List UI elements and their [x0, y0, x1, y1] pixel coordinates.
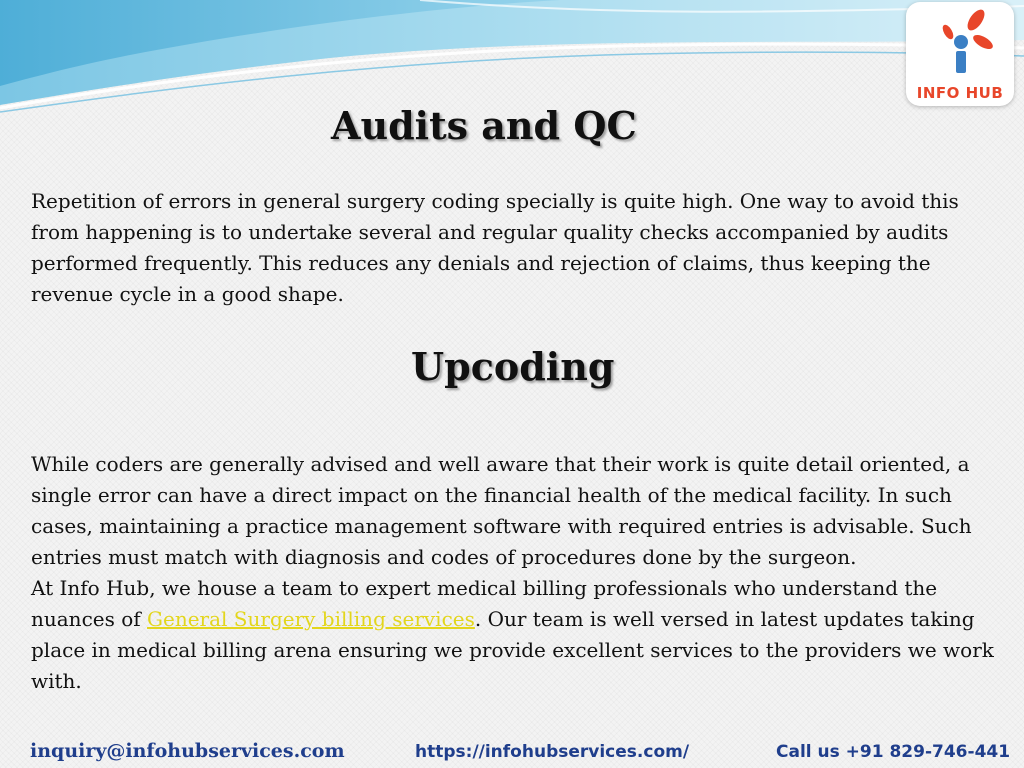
logo-mark-icon [906, 2, 1014, 82]
general-surgery-billing-link[interactable]: General Surgery billing services [147, 607, 475, 631]
footer-email[interactable]: inquiry@infohubservices.com [30, 740, 345, 762]
section-title-audits: Audits and QC [331, 103, 637, 148]
footer-website[interactable]: https://infohubservices.com/ [415, 742, 690, 762]
upcoding-paragraph-1: While coders are generally advised and well aware that their work is quite detail oriented, a single error can have a direct impact on the financial health of the medical facility. In such cases, maintaining a practice management software with required entries is advisable. Such entries must match with diagnosis and codes of procedures done by the surgeon. [31, 452, 972, 569]
upcoding-paragraph-2-start: At Info Hub, we house a team to expert medical billing professionals who understand the nuances of [31, 576, 938, 631]
logo-text: INFO HUB [916, 84, 1004, 102]
info-hub-logo [906, 2, 1014, 106]
upcoding-paragraph-2-end: . Our team is well versed in latest updates taking place in medical billing arena ensuring we provide excellent services to the providers we work with. [31, 607, 994, 693]
upcoding-body [31, 449, 1006, 697]
footer-phone: Call us +91 829-746-441 [776, 742, 1011, 762]
audits-paragraph: Repetition of errors in general surgery coding specially is quite high. One way to avoid this from happening is to undertake several and regular quality checks accompanied by audits performed frequently. This reduces any denials and rejection of claims, thus keeping the revenue cycle in a good shape. [31, 189, 959, 306]
header-wave-decoration [0, 0, 1024, 115]
section-title-upcoding: Upcoding [411, 344, 615, 389]
